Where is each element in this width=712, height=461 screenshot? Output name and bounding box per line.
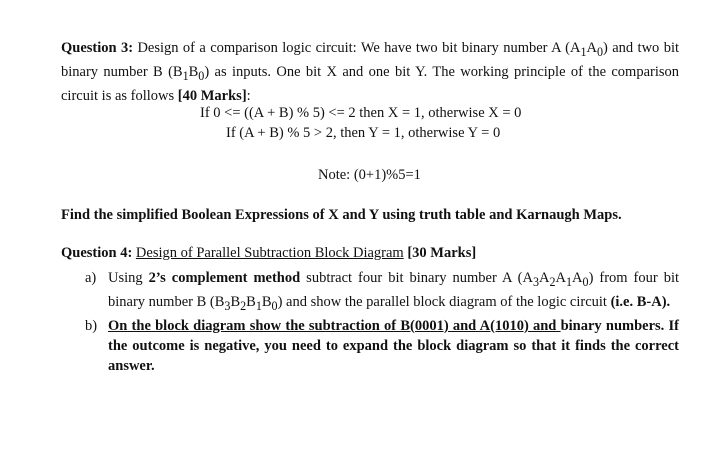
question-3-text: A <box>586 40 597 56</box>
subscript: 1 <box>255 298 262 313</box>
item-bold-text: 2’s complement method <box>148 270 301 286</box>
question-4-item-b <box>85 316 679 376</box>
question-3 <box>61 38 679 106</box>
subscript: 1 <box>566 274 573 289</box>
question-3-label: Question 3: <box>61 40 134 56</box>
question-3-marks: [40 Marks] <box>177 87 247 104</box>
question-4-heading <box>61 243 476 263</box>
question-3-text: Design of a comparison logic circuit: We have two bit binary number A (A <box>133 40 581 56</box>
question-3-text: B <box>188 63 199 80</box>
question-4-label: Question 4: <box>61 245 133 261</box>
subscript: 3 <box>224 298 231 313</box>
item-marker: b) <box>85 317 98 334</box>
question-4-items <box>85 268 679 376</box>
item-text: subtract four bit binary number A (A <box>300 270 533 286</box>
question-4-item-a <box>85 268 679 316</box>
subscript: 0 <box>198 68 205 83</box>
subscript: 1 <box>182 68 189 83</box>
subscript: 0 <box>596 44 604 59</box>
item-text: Using <box>108 270 149 286</box>
item-marker: a) <box>85 270 97 286</box>
item-text: ) from four bit binary number B (B <box>108 270 679 310</box>
subscript: 1 <box>580 44 587 59</box>
formula-y: If (A + B) % 5 > 2, then Y = 1, otherwise Y = 0 <box>226 125 501 141</box>
question-3-text: ) as inputs. One bit X and one bit Y. The working principle of the comparison circuit is as follows <box>61 63 680 104</box>
question-3-paragraph <box>61 38 679 106</box>
item-text: B <box>230 293 241 310</box>
item-text: B <box>246 293 256 310</box>
subscript: 2 <box>549 274 556 289</box>
item-text: B <box>261 293 272 310</box>
subscript: 0 <box>271 298 278 313</box>
subscript: 2 <box>240 298 247 313</box>
item-text: A <box>555 270 566 286</box>
item-text: A <box>572 270 583 286</box>
question-3-text: ) and two bit binary number B (B <box>61 40 680 80</box>
item-text: A <box>538 270 550 286</box>
question-4-marks: [30 Marks] <box>407 245 477 261</box>
question-3-text: : <box>246 87 251 104</box>
item-bold-text: binary numbers. If the outcome is negative, you need to expand the block diagram so that it finds the correct answer. <box>108 317 679 374</box>
item-text: ) and show the parallel block diagram of the logic circuit <box>277 293 611 310</box>
note: Note: (0+1)%5=1 <box>318 167 421 183</box>
subscript: 3 <box>532 274 539 289</box>
item-underlined-text: On the block diagram show the subtraction of B(0001) and A(1010) and <box>108 317 561 334</box>
subscript: 0 <box>582 274 589 289</box>
formula-block <box>200 103 560 143</box>
item-bold-text: (i.e. B-A). <box>610 293 671 310</box>
question-4-title: Design of Parallel Subtraction Block Diagram <box>135 245 404 261</box>
find-instruction: Find the simplified Boolean Expressions of X and Y using truth table and Karnaugh Maps. <box>61 207 622 223</box>
formula-x: If 0 <= ((A + B) % 5) <= 2 then X = 1, otherwise X = 0 <box>200 105 522 121</box>
